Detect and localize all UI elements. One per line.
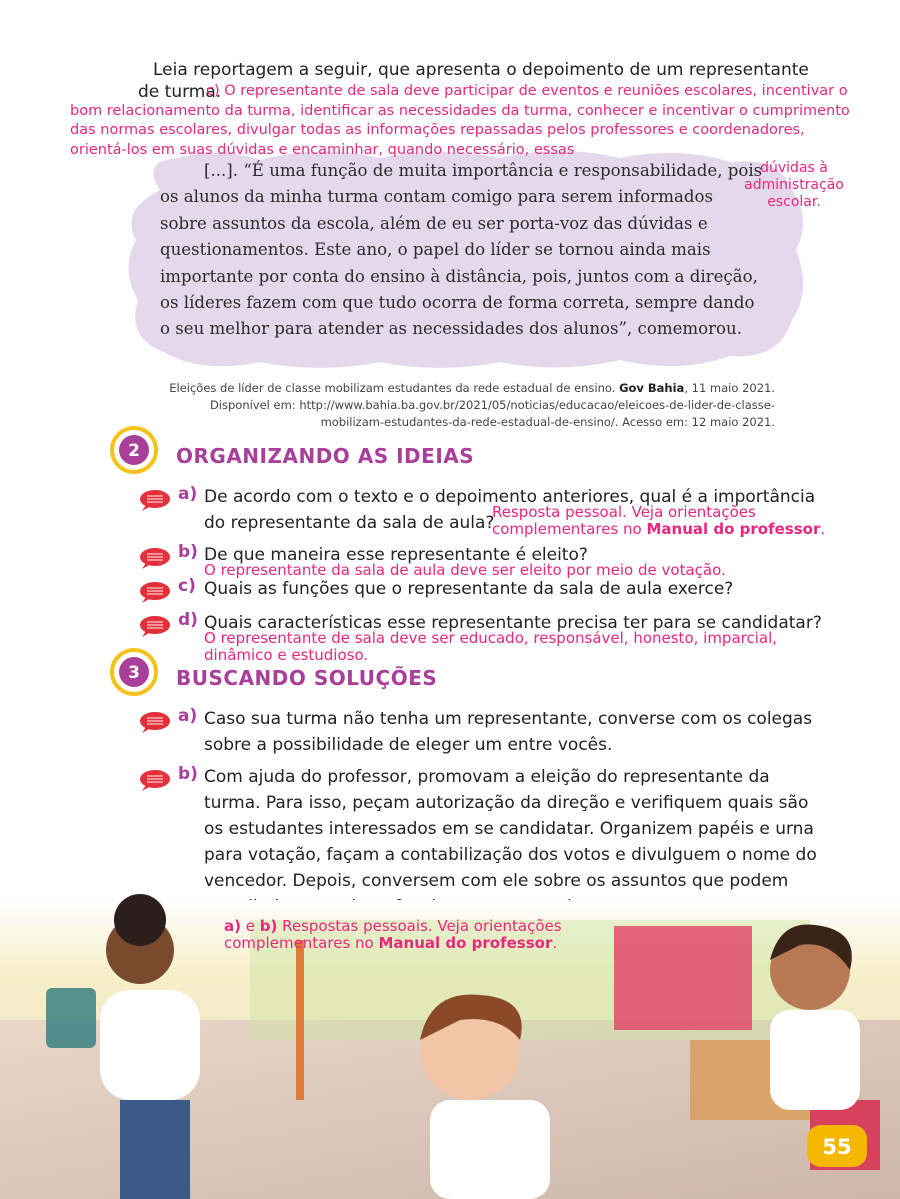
source-line-2: Disponível em: http://www.bahia.ba.gov.br/2021/05/noticias/educacao/eleicoes-de-lider-de-classe-: [209, 398, 775, 412]
question-text: do representante da sala de aula?: [204, 513, 495, 533]
speech-bubble-icon: [138, 768, 172, 792]
question-text: vencedor. Depois, conversem com ele sobre os assuntos que podem: [204, 871, 789, 891]
section-3-badge: [110, 648, 158, 696]
source-publisher: Gov Bahia: [619, 381, 685, 395]
answer-2a-line-1: Resposta pessoal. Veja orientações: [492, 503, 756, 521]
answer-3-e: e: [240, 917, 260, 935]
answer-2b: O representante da sala de aula deve ser eleito por meio de votação.: [204, 561, 726, 579]
question-text: os estudantes interessados em se candidatar. Organizem papéis e urna: [204, 819, 814, 839]
answer-3-pre: complementares no: [224, 934, 379, 952]
speech-bubble-icon: [138, 710, 172, 734]
question-text: Caso sua turma não tenha um representante, converse com os colegas: [204, 709, 813, 729]
question-letter: a): [178, 484, 198, 504]
question-text: Quais características esse representante precisa ter para se candidatar?: [204, 613, 822, 633]
quote-line: importante por conta do ensino à distância, pois, juntos com a direção,: [160, 266, 758, 286]
section-2-title: ORGANIZANDO AS IDEIAS: [176, 444, 475, 468]
answer-3: [224, 918, 562, 952]
source-date: , 11 maio 2021.: [684, 381, 775, 395]
question-letter: d): [178, 610, 198, 630]
answer-3-a: a): [224, 917, 241, 935]
question-letter: a): [178, 706, 198, 726]
quote-block: [160, 158, 765, 343]
question-text: De que maneira esse representante é eleito?: [204, 545, 588, 565]
intro-line-1: Leia reportagem a seguir, que apresenta o depoimento de um representante: [153, 60, 809, 80]
quote-line: questionamentos. Este ano, o papel do líder se tornou ainda mais: [160, 240, 711, 260]
speech-bubble-icon: [138, 488, 172, 512]
quote-line: os líderes fazem com que tudo ocorra de forma correta, sempre dando: [160, 293, 755, 313]
annotation-side-note: dúvidas à administração escolar.: [744, 160, 844, 210]
source-pre: Eleições de líder de classe mobilizam estudantes da rede estadual de ensino.: [169, 381, 616, 395]
answer-3-b: b): [259, 917, 278, 935]
section-2-number: 2: [128, 441, 140, 461]
speech-bubble-icon: [138, 614, 172, 638]
quote-line: sobre assuntos da escola, além de eu ser porta-voz das dúvidas e: [160, 213, 708, 233]
section-2-badge: [110, 426, 158, 474]
answer-2d: [204, 630, 777, 664]
answer-2a-manual: Manual do professor: [646, 520, 821, 538]
page-number: 55: [822, 1135, 852, 1159]
question-letter: c): [178, 576, 196, 596]
answer-2d-line-1: O representante de sala deve ser educado, responsável, honesto, imparcial,: [204, 629, 778, 647]
question-text: turma. Para isso, peçam autorização da direção e verifiquem quais são: [204, 793, 809, 813]
question-text: sobre a possibilidade de eleger um entre vocês.: [204, 735, 613, 755]
question-letter: b): [178, 542, 198, 562]
answer-2d-line-2: dinâmico e estudioso.: [204, 646, 369, 664]
quote-line: os alunos da minha turma contam comigo para serem informados: [160, 187, 713, 207]
section-3-number: 3: [128, 663, 140, 683]
intro-line-2: de turma.: [138, 82, 222, 102]
question-text: Com ajuda do professor, promovam a eleição do representante da: [204, 767, 770, 787]
answer-3-post: .: [552, 934, 558, 952]
question-letter: b): [178, 764, 198, 784]
speech-bubble-icon: [138, 580, 172, 604]
question-text: para votação, façam a contabilização dos votos e divulguem o nome do: [204, 845, 817, 865]
answer-2a: [492, 504, 825, 538]
quote-line: [...]. “É uma função de muita importância e responsabilidade, pois: [204, 161, 763, 180]
answer-2a-post: .: [820, 520, 826, 538]
annotation-answer-c: c) O representante de sala deve participar de eventos e reuniões escolares, incentivar o bom relacionamento da turma, identificar as necessidades da turma, conhecer e incentivar o cumprimento das normas escolares, divulgar todas as informações repassadas pelos professores e coordenadores, orientá-los em suas dúvidas e encaminhar, quando necessário, essas: [70, 83, 850, 158]
question-text: Quais as funções que o representante da sala de aula exerce?: [204, 579, 734, 599]
source-line-3: mobilizam-estudantes-da-rede-estadual-de-ensino/. Acesso em: 12 maio 2021.: [320, 415, 775, 429]
question-text: De acordo com o texto e o depoimento anteriores, qual é a importância: [204, 487, 816, 507]
answer-3-rest: Respostas pessoais. Veja orientações: [277, 917, 562, 935]
source-citation: [75, 380, 775, 431]
speech-bubble-icon: [138, 546, 172, 570]
quote-line: o seu melhor para atender as necessidades dos alunos”, comemorou.: [160, 319, 742, 339]
section-3-title: BUSCANDO SOLUÇÕES: [176, 666, 438, 690]
answer-2a-pre: complementares no: [492, 520, 647, 538]
answer-3-manual: Manual do professor: [378, 934, 553, 952]
page-number-badge: [806, 1124, 868, 1168]
